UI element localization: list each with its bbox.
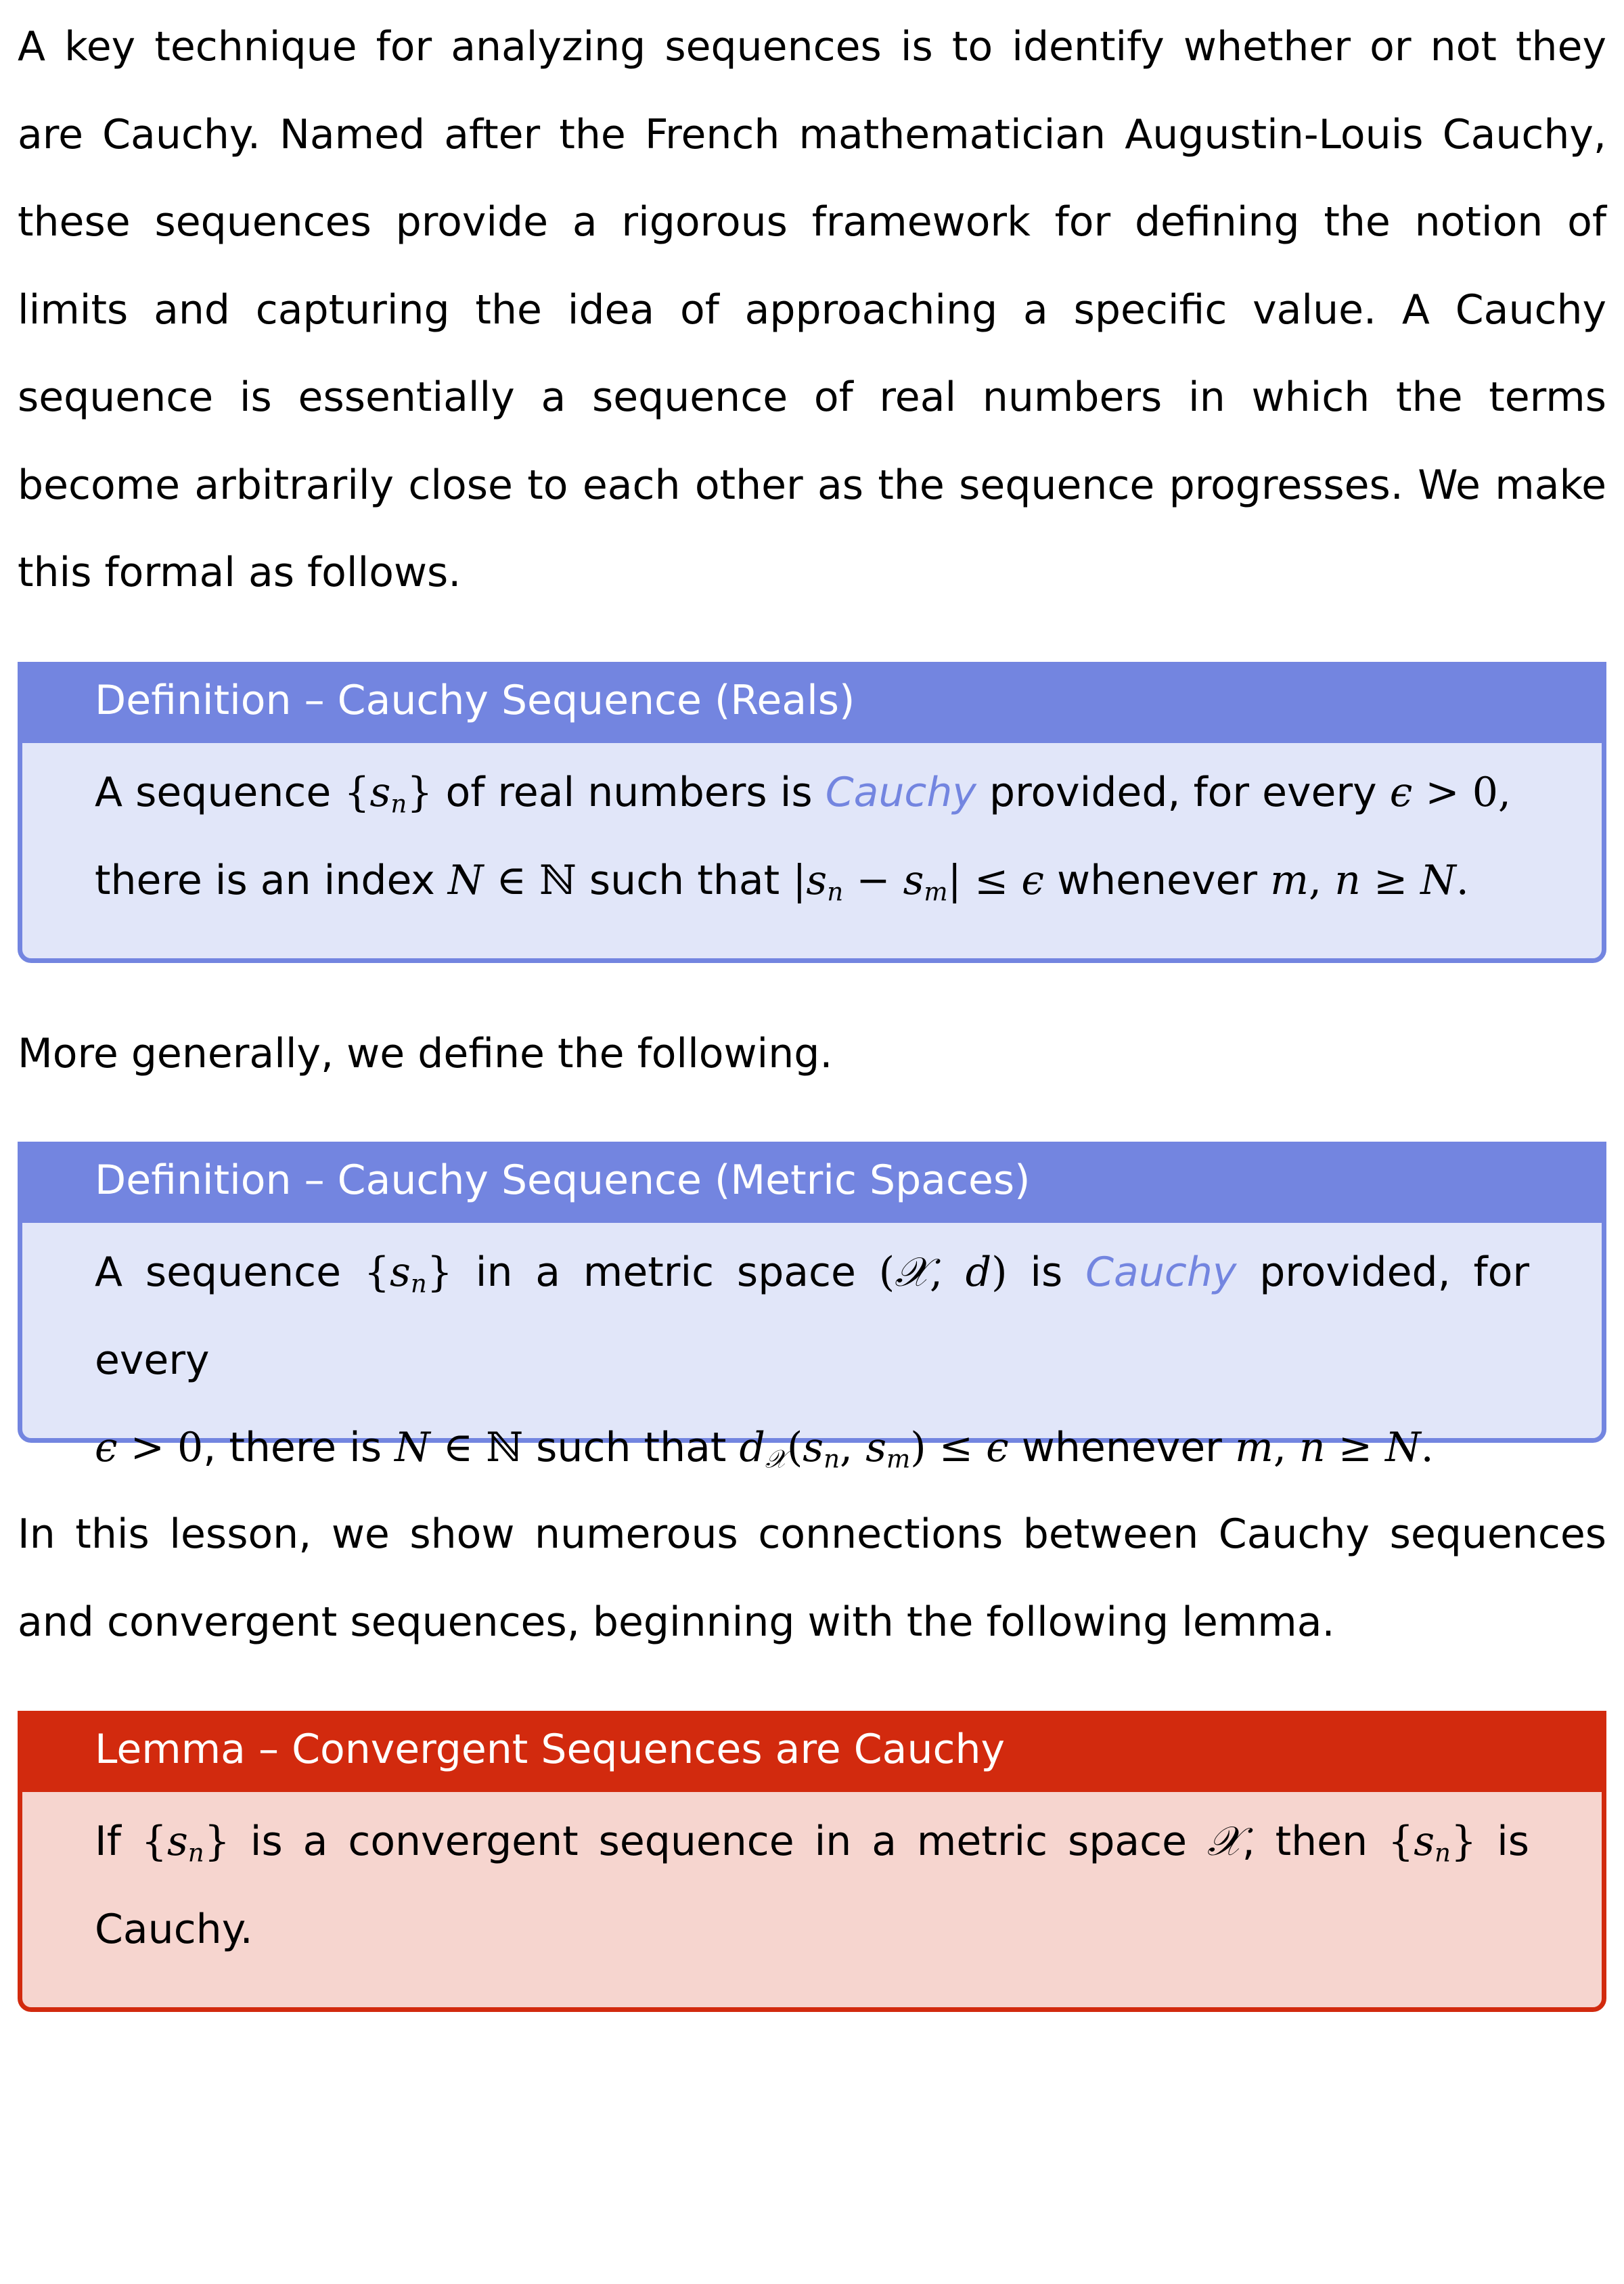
intro-paragraph: A key technique for analyzing sequences is to identify whether or not they are Cauchy. Named after the French mathematician Augustin-Louis Cauchy, these sequences provide a rigorous framework for defining the notion of limits and capturing the idea of approaching a specific value. A Cauchy sequence is essentially a sequence of real numbers in which the terms become arbitrarily close to each other as the sequence progresses. We make this formal as follows. <box>18 23 1606 596</box>
general-paragraph: More generally, we define the following. <box>18 1030 833 1077</box>
definition-cauchy-reals-box <box>18 662 1606 963</box>
definition-reals-body: A sequence $\{s_n\}$ of real numbers is Cauchy provided, for every ϵ > 0, there is an index N ∈ ℕ such that $|s_n - s_m| \le \epsilon$ whenever m, n ≥ N. <box>95 769 1511 906</box>
definition-metric-title: Definition – Cauchy Sequence (Metric Spaces) <box>18 1142 1606 1223</box>
cauchy-term: Cauchy <box>825 769 976 816</box>
definition-reals-title: Definition – Cauchy Sequence (Reals) <box>18 662 1606 743</box>
lemma-title: Lemma – Convergent Sequences are Cauchy <box>18 1711 1606 1792</box>
cauchy-term: Cauchy <box>1085 1249 1237 1296</box>
definition-metric-body: A sequence $\{s_n\}$ in a metric space (𝒳, d) is Cauchy provided, for every ϵ > 0, there is N ∈ ℕ such that $d_𝒳(s_n$, $s_m) \le \epsilon$ whenever m, n ≥ N. <box>95 1249 1530 1474</box>
definition-cauchy-metric-box <box>18 1142 1606 1474</box>
lesson-paragraph: In this lesson, we show numerous connections between Cauchy sequences and convergent sequences, beginning with the following lemma. <box>18 1510 1606 1646</box>
document-page <box>18 0 1606 1953</box>
lemma-convergent-box <box>18 1711 1606 2012</box>
lemma-body: If $\{s_n\}$ is a convergent sequence in a metric space 𝒳, then $\{s_n\}$ is Cauchy. <box>95 1818 1530 1953</box>
